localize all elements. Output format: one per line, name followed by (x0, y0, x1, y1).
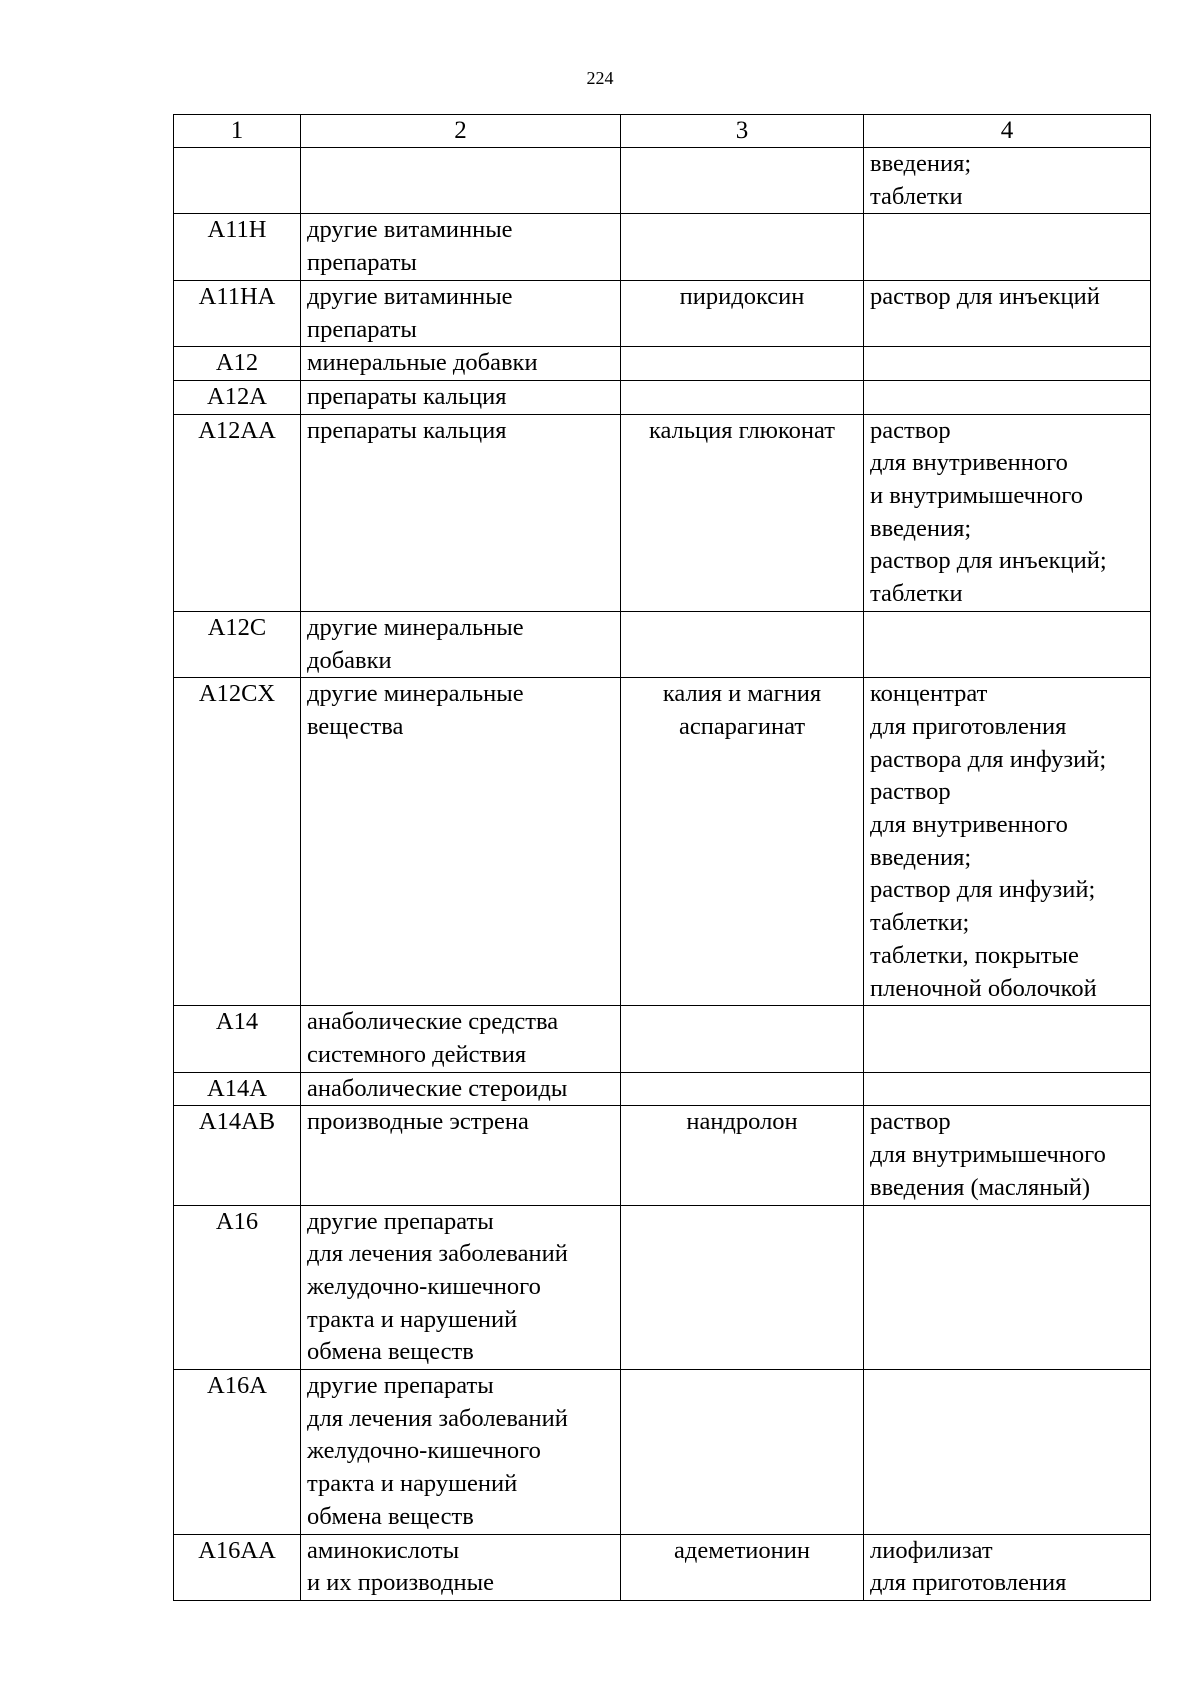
dosage-form-cell (864, 214, 1151, 280)
drug-name-cell: калия и магния аспарагинат (621, 678, 864, 1006)
group-name-cell: другие витаминные препараты (301, 280, 621, 346)
drug-name-cell (621, 1205, 864, 1370)
dosage-form-cell: лиофилизат для приготовления (864, 1534, 1151, 1600)
drug-name-cell (621, 347, 864, 381)
drug-name-cell (621, 148, 864, 214)
drug-name-cell (621, 611, 864, 677)
dosage-form-cell: раствор для инъекций (864, 280, 1151, 346)
dosage-form-cell: концентрат для приготовления раствора для инфузий; раствор для внутривенного введения; раствор для инфузий; таблетки; таблетки, покрытые пленочной оболочкой (864, 678, 1151, 1006)
atc-code-cell: A16AA (174, 1534, 301, 1600)
table-row (174, 1006, 1151, 1072)
atc-code-cell (174, 148, 301, 214)
atc-code-cell: A12AA (174, 414, 301, 611)
atc-code-cell: A12 (174, 347, 301, 381)
group-name-cell (301, 148, 621, 214)
dosage-form-cell (864, 611, 1151, 677)
table-row (174, 414, 1151, 611)
group-name-cell: препараты кальция (301, 414, 621, 611)
table-row (174, 1534, 1151, 1600)
dosage-form-cell (864, 1072, 1151, 1106)
table-row (174, 678, 1151, 1006)
atc-code-cell: A16 (174, 1205, 301, 1370)
table-row (174, 380, 1151, 414)
atc-code-cell: A11H (174, 214, 301, 280)
atc-code-cell: A14 (174, 1006, 301, 1072)
header-cell-2: 2 (301, 115, 621, 148)
group-name-cell: анаболические средства системного действия (301, 1006, 621, 1072)
atc-code-cell: A12CX (174, 678, 301, 1006)
drug-name-cell (621, 1370, 864, 1535)
atc-code-cell: A16A (174, 1370, 301, 1535)
group-name-cell: производные эстрена (301, 1106, 621, 1205)
drug-name-cell (621, 1072, 864, 1106)
dosage-form-cell: раствор для внутривенного и внутримышечного введения; раствор для инъекций; таблетки (864, 414, 1151, 611)
dosage-form-cell: введения; таблетки (864, 148, 1151, 214)
table-row (174, 1072, 1151, 1106)
drug-name-cell: пиридоксин (621, 280, 864, 346)
table-row (174, 214, 1151, 280)
group-name-cell: анаболические стероиды (301, 1072, 621, 1106)
dosage-form-cell: раствор для внутримышечного введения (масляный) (864, 1106, 1151, 1205)
group-name-cell: другие минеральные вещества (301, 678, 621, 1006)
atc-code-cell: A14AB (174, 1106, 301, 1205)
atc-code-cell: A12A (174, 380, 301, 414)
group-name-cell: другие витаминные препараты (301, 214, 621, 280)
group-name-cell: препараты кальция (301, 380, 621, 414)
dosage-form-cell (864, 347, 1151, 381)
group-name-cell: другие минеральные добавки (301, 611, 621, 677)
atc-code-cell: A14A (174, 1072, 301, 1106)
group-name-cell: другие препараты для лечения заболеваний желудочно-кишечного тракта и нарушений обмена веществ (301, 1370, 621, 1535)
atc-code-cell: A11HA (174, 280, 301, 346)
dosage-form-cell (864, 1006, 1151, 1072)
drug-name-cell: адеметионин (621, 1534, 864, 1600)
table-row (174, 280, 1151, 346)
page-number: 224 (586, 68, 614, 88)
header-cell-4: 4 (864, 115, 1151, 148)
drug-name-cell: нандролон (621, 1106, 864, 1205)
atc-code-cell: A12C (174, 611, 301, 677)
dosage-form-cell (864, 1205, 1151, 1370)
group-name-cell: аминокислоты и их производные (301, 1534, 621, 1600)
dosage-form-cell (864, 380, 1151, 414)
table-row (174, 148, 1151, 214)
drug-name-cell (621, 214, 864, 280)
drug-name-cell (621, 380, 864, 414)
group-name-cell: минеральные добавки (301, 347, 621, 381)
drug-name-cell: кальция глюконат (621, 414, 864, 611)
table-row (174, 1106, 1151, 1205)
header-cell-1: 1 (174, 115, 301, 148)
group-name-cell: другие препараты для лечения заболеваний желудочно-кишечного тракта и нарушений обмена веществ (301, 1205, 621, 1370)
drug-table (173, 114, 1151, 1601)
table-header-row (174, 115, 1151, 148)
table-row (174, 347, 1151, 381)
table-row (174, 1205, 1151, 1370)
dosage-form-cell (864, 1370, 1151, 1535)
table-row (174, 1370, 1151, 1535)
table-row (174, 611, 1151, 677)
header-cell-3: 3 (621, 115, 864, 148)
drug-name-cell (621, 1006, 864, 1072)
